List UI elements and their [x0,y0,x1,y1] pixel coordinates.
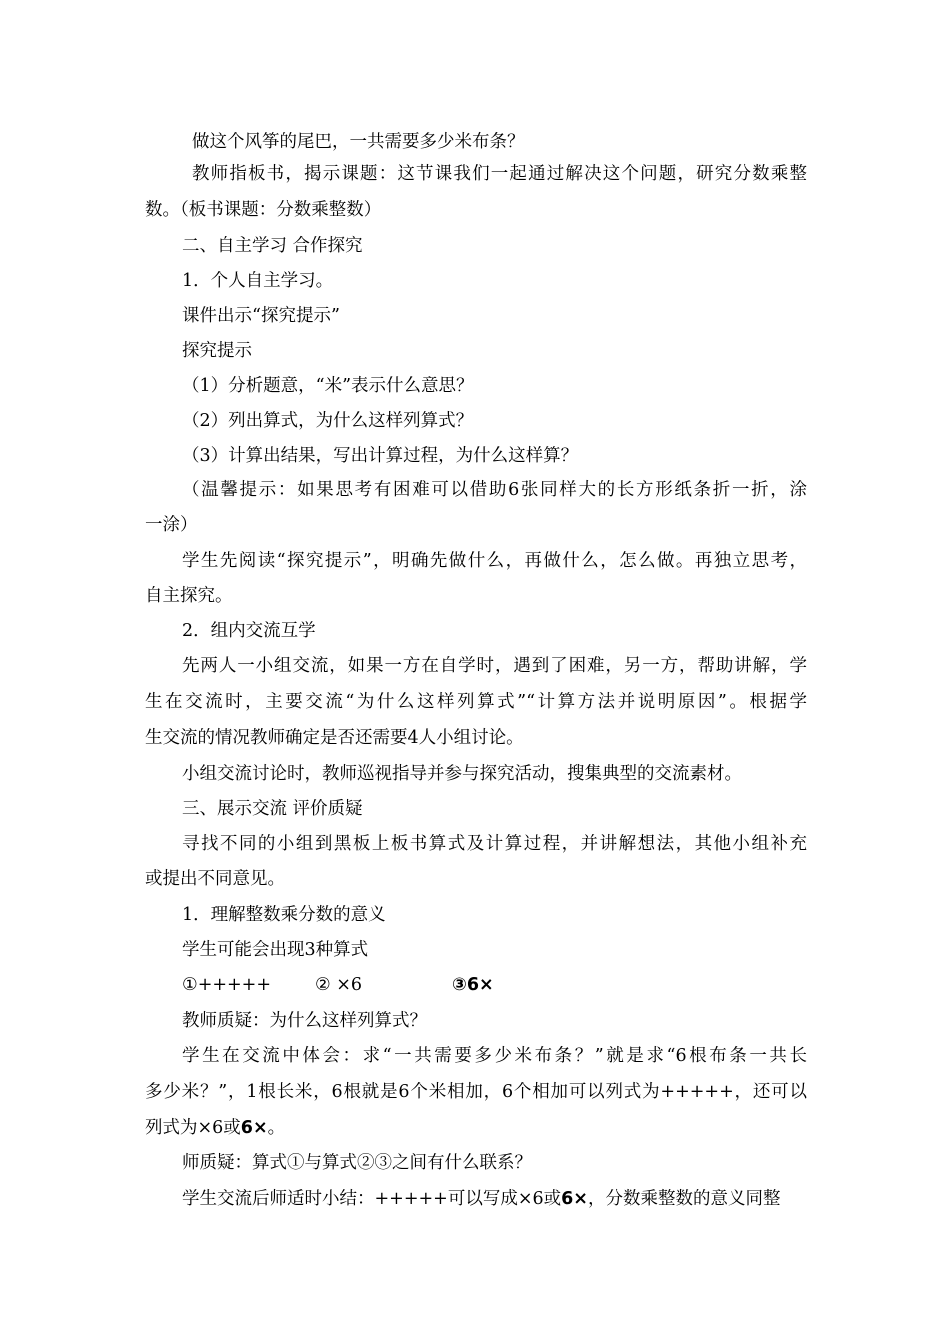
text-line: （温馨提示：如果思考有困难可以借助6张同样大的长方形纸条折一折，涂 [182,480,807,500]
text-segment: 列式为×6或 [145,1118,241,1138]
text-line: 或提出不同意见。 [145,869,285,889]
text-segment: ，分数乘整数的意义同整 [587,1189,781,1209]
text-line: 教师质疑：为什么这样列算式？ [182,1011,427,1031]
text-line: 师质疑：算式①与算式②③之间有什么联系？ [182,1153,532,1173]
text-line: 生交流的情况教师确定是否还需要4人小组讨论。 [145,728,524,748]
list-item: （3）计算出结果，写出计算过程，为什么这样算？ [182,446,579,466]
text-line: 做这个风筝的尾巴，一共需要多少米布条？ [192,132,525,152]
text-segment: 。 [267,1118,286,1138]
text-line: 探究提示 [182,341,252,361]
text-line: 生在交流时，主要交流“为什么这样列算式”“计算方法并说明原因”。根据学 [145,692,807,712]
text-line: 先两人一小组交流，如果一方在自学时，遇到了困难，另一方，帮助讲解，学 [182,656,807,676]
bold-formula: 6× [561,1189,588,1209]
formula-2: ② ×6 [315,975,363,995]
formula-3: ③6× [452,975,494,995]
formula-1: ①+++++ [182,975,272,995]
bold-formula: 6× [240,1118,268,1138]
text-segment: 学生交流后师适时小结：+++++可以写成×6或 [182,1189,562,1209]
text-line: 课件出示“探究提示” [182,306,340,326]
text-line: 一涂） [145,515,198,535]
subsection-heading: 1．个人自主学习。 [182,271,334,291]
list-item: （1）分析题意，“米”表示什么意思？ [182,376,474,396]
text-line [182,1187,780,1211]
text-line: 多少米？”，1根长米，6根就是6个米相加，6个相加可以列式为+++++，还可以 [145,1082,807,1102]
text-line [145,1116,285,1140]
subsection-heading: 2．组内交流互学 [182,621,316,641]
text-line: 学生可能会出现3种算式 [182,940,369,960]
list-item: （2）列出算式，为什么这样列算式？ [182,411,474,431]
text-line: 寻找不同的小组到黑板上板书算式及计算过程，并讲解想法，其他小组补充 [182,834,807,854]
text-line: 学生先阅读“探究提示”，明确先做什么，再做什么，怎么做。再独立思考， [182,551,807,571]
section-heading: 三、展示交流 评价质疑 [182,799,363,819]
section-heading: 二、自主学习 合作探究 [182,236,363,256]
text-line: 学生在交流中体会：求“一共需要多少米布条？”就是求“6根布条一共长 [182,1046,807,1066]
text-line: 数。（板书课题：分数乘整数） [145,200,382,220]
text-line: 教师指板书，揭示课题：这节课我们一起通过解决这个问题，研究分数乘整 [192,164,807,184]
subsection-heading: 1．理解整数乘分数的意义 [182,905,386,925]
text-line: 自主探究。 [145,586,233,606]
text-line: 小组交流讨论时，教师巡视指导并参与探究活动，搜集典型的交流素材。 [182,764,742,784]
